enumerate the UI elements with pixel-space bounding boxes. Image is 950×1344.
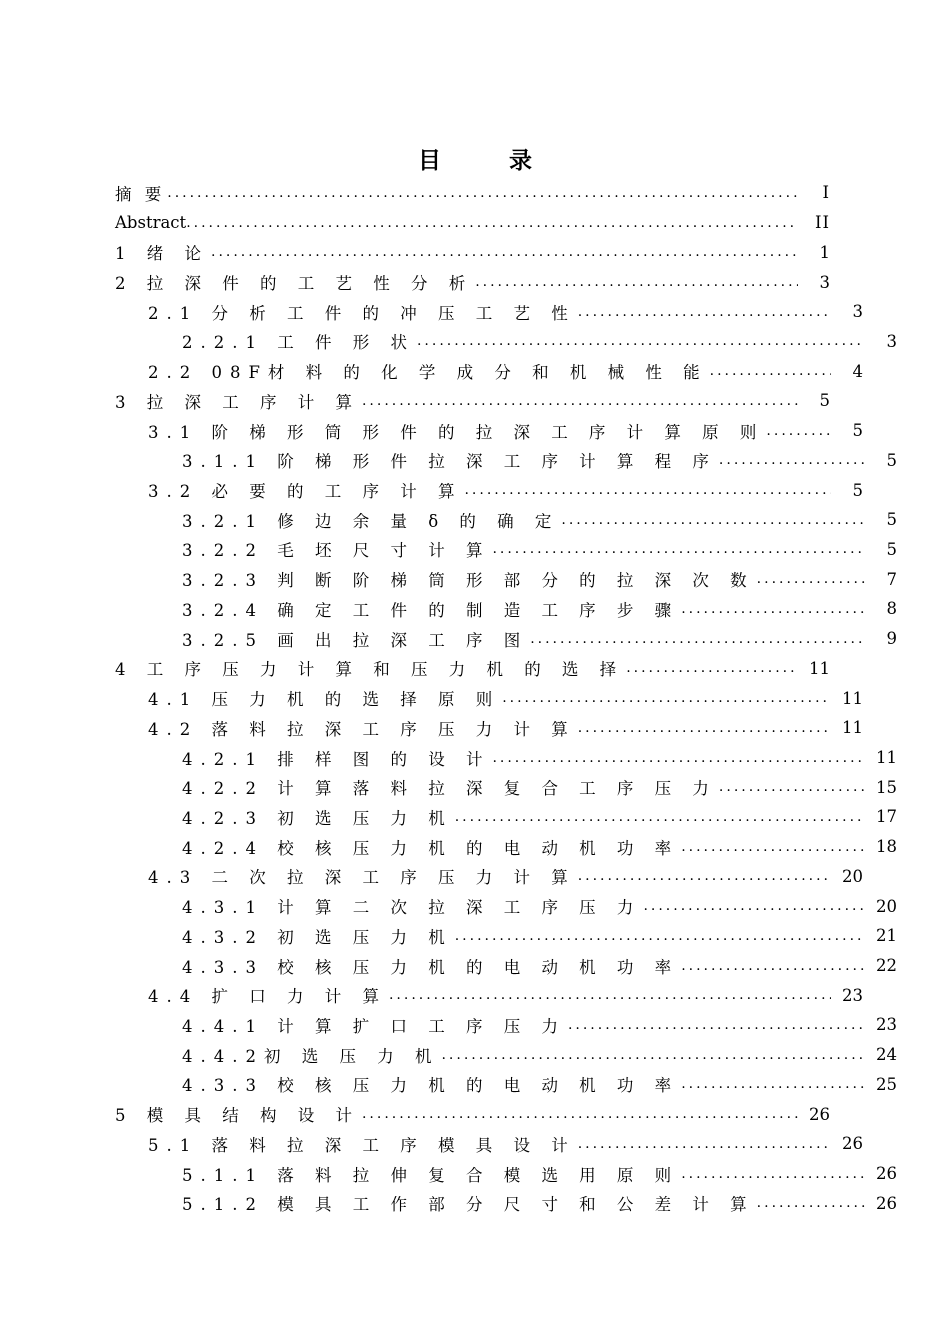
toc-entry-label: 4.2.2 计 算 落 料 拉 深 复 合 工 序 压 力: [182, 779, 717, 799]
toc-entry[interactable]: [115, 951, 897, 981]
toc-entry[interactable]: [115, 208, 830, 238]
toc-leader-dots: [568, 1014, 865, 1036]
toc-entry-label: 4.4.2初 选 压 力 机: [182, 1046, 440, 1066]
toc-leader-dots: [211, 241, 798, 263]
toc-leader-dots: [530, 628, 865, 650]
toc-entry-page: 15: [876, 777, 897, 797]
toc-leader-dots: [492, 747, 865, 769]
toc-leader-dots: [757, 1192, 865, 1214]
toc-entry-label: 4 工 序 压 力 计 算 和 压 力 机 的 选 择: [115, 660, 625, 680]
toc-entry[interactable]: [115, 505, 897, 535]
toc-leader-dots: [578, 865, 831, 887]
toc-entry-label: 4.2 落 料 拉 深 工 序 压 力 计 算: [148, 719, 576, 739]
toc-entry-page: 5: [819, 391, 830, 411]
toc-leader-dots: [417, 330, 865, 352]
toc-entry[interactable]: [115, 178, 830, 208]
toc-entry-label: 5 模 具 结 构 设 计: [115, 1106, 360, 1126]
toc-entry-label: 3.2.5 画 出 拉 深 工 序 图: [182, 630, 529, 650]
toc-entry-page: 11: [809, 658, 830, 678]
toc-entry-page: 25: [876, 1074, 897, 1094]
toc-leader-dots: [681, 598, 865, 620]
toc-leader-dots: [561, 509, 865, 531]
toc-leader-dots: [681, 955, 865, 977]
toc-entry-page: 11: [842, 688, 863, 708]
toc-leader-dots: [681, 1163, 865, 1185]
toc-leader-dots: [362, 390, 798, 412]
toc-entry[interactable]: [115, 564, 897, 594]
toc-entry-label: 1 绪 论: [115, 244, 209, 264]
table-of-contents: [115, 178, 897, 1218]
toc-entry-label: Abstract: [115, 213, 187, 233]
toc-entry-page: 26: [876, 1193, 897, 1213]
toc-entry[interactable]: [115, 772, 897, 802]
toc-entry[interactable]: [115, 1070, 897, 1100]
toc-leader-dots: [475, 271, 798, 293]
toc-entry-page: 11: [876, 748, 897, 768]
toc-entry[interactable]: [115, 1010, 897, 1040]
toc-entry-page: 4: [852, 361, 863, 381]
toc-entry[interactable]: [115, 713, 863, 743]
toc-entry[interactable]: [115, 237, 830, 267]
toc-entry-label: 3 拉 深 工 序 计 算: [115, 392, 360, 412]
toc-leader-dots: [578, 717, 831, 739]
toc-entry[interactable]: [115, 743, 897, 773]
toc-entry[interactable]: [115, 980, 863, 1010]
toc-leader-dots: [681, 836, 865, 858]
toc-entry[interactable]: [115, 535, 897, 565]
toc-entry-label: 2.2 08F材 料 的 化 学 成 分 和 机 械 性 能: [148, 363, 708, 383]
toc-entry-label: 4.4.1 计 算 扩 口 工 序 压 力: [182, 1016, 566, 1036]
toc-entry-label: 摘 要: [115, 184, 166, 204]
toc-entry-page: 23: [876, 1015, 897, 1035]
toc-entry[interactable]: [115, 297, 863, 327]
toc-entry-label: 4.2.1 排 样 图 的 设 计: [182, 749, 491, 769]
toc-entry[interactable]: [115, 327, 897, 357]
toc-entry[interactable]: [115, 1159, 897, 1189]
toc-leader-dots: [389, 984, 831, 1006]
toc-entry-label: 4.2.3 初 选 压 力 机: [182, 808, 453, 828]
toc-leader-dots: [492, 538, 865, 560]
toc-leader-dots: [362, 1103, 798, 1125]
toc-entry[interactable]: [115, 1129, 863, 1159]
toc-leader-dots: [186, 212, 798, 234]
toc-entry-page: II: [814, 213, 830, 233]
toc-entry-label: 4.3.3 校 核 压 力 机 的 电 动 机 功 率: [182, 1076, 680, 1096]
toc-entry-label: 2.1 分 析 工 件 的 冲 压 工 艺 性: [148, 303, 576, 323]
toc-entry[interactable]: [115, 594, 897, 624]
toc-entry-label: 4.3.1 计 算 二 次 拉 深 工 序 压 力: [182, 898, 642, 918]
toc-entry-page: 8: [886, 599, 897, 619]
toc-entry-page: 26: [809, 1104, 830, 1124]
toc-entry-page: 5: [852, 421, 863, 441]
toc-leader-dots: [441, 1044, 865, 1066]
toc-entry-page: I: [822, 183, 830, 203]
toc-entry-label: 4.1 压 力 机 的 选 择 原 则: [148, 690, 501, 710]
toc-entry-label: 3.2.1 修 边 余 量 δ 的 确 定: [182, 511, 560, 531]
toc-leader-dots: [681, 1073, 865, 1095]
toc-entry-page: 24: [876, 1045, 897, 1065]
toc-entry-label: 2.2.1 工 件 形 状: [182, 333, 415, 353]
toc-entry-page: 3: [852, 302, 863, 322]
toc-entry[interactable]: [115, 1040, 897, 1070]
toc-entry[interactable]: [115, 891, 897, 921]
toc-entry-page: 3: [819, 272, 830, 292]
toc-entry[interactable]: [115, 862, 863, 892]
toc-entry[interactable]: [115, 356, 863, 386]
toc-entry-label: 3.2.3 判 断 阶 梯 筒 形 部 分 的 拉 深 次 数: [182, 571, 755, 591]
toc-entry[interactable]: [115, 1188, 897, 1218]
toc-entry[interactable]: [115, 802, 897, 832]
toc-entry[interactable]: [115, 386, 830, 416]
toc-entry-label: 5.1.2 模 具 工 作 部 分 尺 寸 和 公 差 计 算: [182, 1195, 755, 1215]
toc-entry-page: 26: [842, 1134, 863, 1154]
toc-entry-page: 20: [842, 866, 863, 886]
toc-title: 目 录: [417, 147, 562, 174]
toc-entry-page: 20: [876, 896, 897, 916]
toc-entry-page: 5: [886, 539, 897, 559]
toc-entry-page: 3: [886, 331, 897, 351]
toc-leader-dots: [766, 420, 831, 442]
toc-entry-page: 9: [886, 629, 897, 649]
toc-leader-dots: [455, 806, 865, 828]
toc-leader-dots: [710, 360, 831, 382]
toc-entry-label: 5.1.1 落 料 拉 伸 复 合 模 选 用 原 则: [182, 1165, 680, 1185]
toc-entry-label: 4.3.2 初 选 压 力 机: [182, 927, 453, 947]
toc-entry[interactable]: [115, 416, 863, 446]
toc-leader-dots: [502, 687, 831, 709]
toc-leader-dots: [578, 301, 831, 323]
toc-entry[interactable]: [115, 624, 897, 654]
toc-leader-dots: [455, 925, 865, 947]
toc-leader-dots: [719, 449, 865, 471]
toc-entry-page: 5: [886, 450, 897, 470]
toc-entry-label: 4.4 扩 口 力 计 算: [148, 987, 387, 1007]
toc-entry-page: 11: [842, 718, 863, 738]
toc-leader-dots: [464, 479, 831, 501]
toc-entry-page: 23: [842, 985, 863, 1005]
toc-entry-label: 4.2.4 校 核 压 力 机 的 电 动 机 功 率: [182, 838, 680, 858]
toc-leader-dots: [626, 657, 798, 679]
toc-entry-label: 2 拉 深 件 的 工 艺 性 分 析: [115, 274, 474, 294]
toc-entry[interactable]: [115, 1099, 830, 1129]
toc-entry-label: 4.3.3 校 核 压 力 机 的 电 动 机 功 率: [182, 957, 680, 977]
toc-leader-dots: [643, 895, 865, 917]
toc-entry-page: 5: [886, 510, 897, 530]
toc-entry[interactable]: [115, 832, 897, 862]
toc-entry[interactable]: [115, 267, 830, 297]
toc-entry-page: 17: [876, 807, 897, 827]
toc-entry[interactable]: [115, 445, 897, 475]
toc-leader-dots: [719, 776, 865, 798]
toc-entry-label: 3.2.4 确 定 工 件 的 制 造 工 序 步 骤: [182, 600, 680, 620]
toc-entry-page: 5: [852, 480, 863, 500]
toc-leader-dots: [757, 568, 865, 590]
toc-entry-page: 1: [819, 242, 830, 262]
toc-entry-page: 26: [876, 1164, 897, 1184]
toc-entry[interactable]: [115, 475, 863, 505]
toc-entry-label: 3.2.2 毛 坯 尺 寸 计 算: [182, 541, 491, 561]
toc-entry[interactable]: [115, 654, 830, 684]
toc-entry[interactable]: [115, 921, 897, 951]
toc-entry[interactable]: [115, 683, 863, 713]
toc-entry-label: 4.3 二 次 拉 深 工 序 压 力 计 算: [148, 868, 576, 888]
toc-entry-label: 3.1.1 阶 梯 形 件 拉 深 工 序 计 算 程 序: [182, 452, 717, 472]
toc-entry-page: 22: [876, 956, 897, 976]
toc-entry-page: 7: [886, 569, 897, 589]
toc-entry-label: 3.1 阶 梯 形 筒 形 件 的 拉 深 工 序 计 算 原 则: [148, 422, 765, 442]
toc-entry-page: 21: [876, 926, 897, 946]
toc-leader-dots: [578, 1133, 831, 1155]
toc-entry-page: 18: [876, 837, 897, 857]
toc-entry-label: 5.1 落 料 拉 深 工 序 模 具 设 计: [148, 1135, 576, 1155]
toc-entry-label: 3.2 必 要 的 工 序 计 算: [148, 482, 463, 502]
toc-leader-dots: [167, 182, 798, 204]
